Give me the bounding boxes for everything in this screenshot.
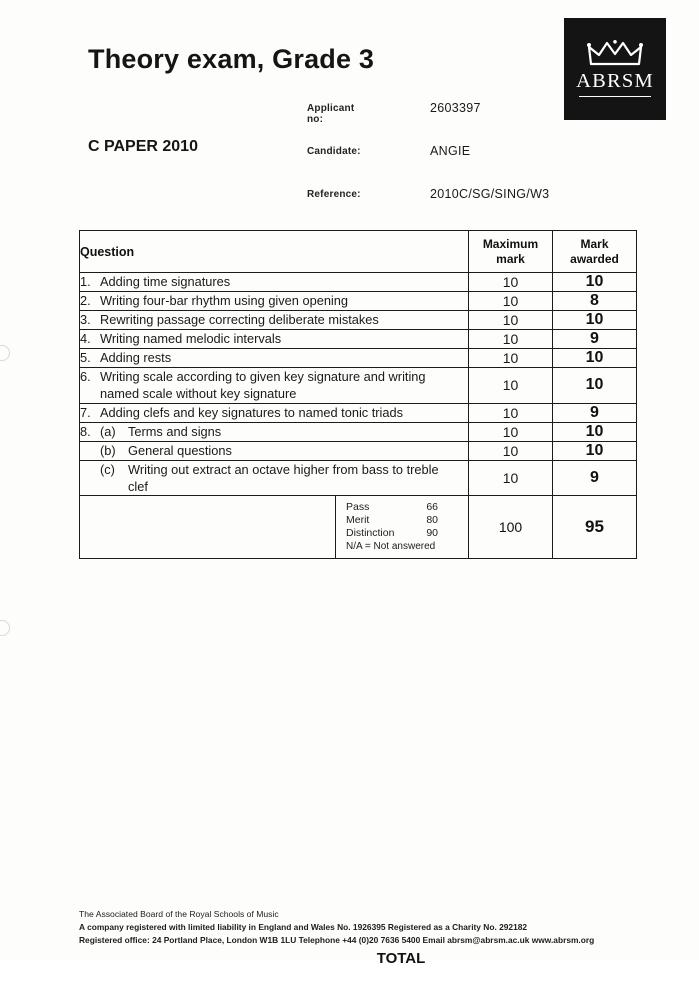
logo-wordmark: ABRSM <box>576 70 654 92</box>
maximum-mark-cell: 10 <box>469 441 553 460</box>
mark-awarded-cell: 9 <box>553 460 637 496</box>
question-subpart: (c) <box>100 461 115 477</box>
question-cell <box>80 330 469 349</box>
question-number: 4. <box>80 331 91 347</box>
reference-value: 2010C/SG/SING/W3 <box>430 187 550 201</box>
column-header-mark-awarded-line1: Mark <box>580 236 609 251</box>
applicant-no-label: Applicant no: <box>307 103 355 125</box>
column-header-mark-awarded <box>553 231 637 273</box>
reference-label: Reference: <box>307 189 361 200</box>
applicant-no-value: 2603397 <box>430 101 481 115</box>
question-cell <box>80 349 469 368</box>
mark-awarded-cell: 10 <box>553 273 637 292</box>
table-row <box>80 349 637 368</box>
table-row <box>80 273 637 292</box>
table-row <box>80 330 637 349</box>
grade-value: 90 <box>426 527 438 540</box>
table-row <box>80 403 637 422</box>
grade-name: Merit <box>346 514 370 527</box>
question-text: Adding clefs and key signatures to named tonic triads <box>100 404 404 420</box>
question-text: Adding time signatures <box>100 274 231 290</box>
question-text: Terms and signs <box>128 423 222 439</box>
document-header <box>0 0 699 210</box>
question-cell <box>80 292 469 311</box>
footer-organisation: The Associated Board of the Royal Schools of Music <box>79 909 279 919</box>
maximum-mark-cell: 10 <box>469 330 553 349</box>
question-cell <box>80 273 469 292</box>
grade-thresholds-cell <box>80 496 469 559</box>
table-row <box>80 460 637 496</box>
page-title: Theory exam, Grade 3 <box>88 44 375 74</box>
table-row <box>80 311 637 330</box>
question-cell <box>80 422 469 441</box>
maximum-mark-cell: 10 <box>469 273 553 292</box>
candidate-label: Candidate: <box>307 146 361 157</box>
abrsm-logo <box>564 18 666 120</box>
mark-awarded-cell: 10 <box>553 349 637 368</box>
question-cell <box>80 368 469 404</box>
mark-awarded-cell: 9 <box>553 403 637 422</box>
grade-threshold-distinction <box>346 527 438 540</box>
marks-table <box>79 230 637 559</box>
question-number: 6. <box>80 369 91 384</box>
mark-awarded-cell: 10 <box>553 311 637 330</box>
footer-contact: Registered office: 24 Portland Place, London W1B 1LU Telephone +44 (0)20 7636 5400 Email abrsm@abrsm.ac.uk www.abrsm.org <box>79 935 595 946</box>
grade-thresholds <box>336 496 468 558</box>
grades-spacer <box>80 496 336 558</box>
column-header-mark-awarded-line2: awarded <box>570 251 619 266</box>
grade-threshold-pass <box>346 501 438 514</box>
punch-hole-bottom <box>0 620 10 636</box>
mark-awarded-cell: 10 <box>553 441 637 460</box>
question-number: 1. <box>80 274 91 290</box>
grade-name: Distinction <box>346 527 395 540</box>
maximum-mark-cell: 10 <box>469 292 553 311</box>
footer-registration: A company registered with limited liability in England and Wales No. 1926395 Registered as a Charity No. 292182 <box>79 922 528 933</box>
question-text: Adding rests <box>100 350 172 366</box>
column-header-maximum-mark-line1: Maximum <box>482 236 539 251</box>
maximum-mark-cell: 10 <box>469 311 553 330</box>
total-label: TOTAL <box>376 949 426 967</box>
table-row <box>80 292 637 311</box>
table-row <box>80 368 637 404</box>
question-cell <box>80 441 469 460</box>
grade-value: 66 <box>426 501 438 514</box>
question-text: Writing four-bar rhythm using given opening <box>100 293 349 309</box>
column-header-question: Question <box>80 231 469 273</box>
total-awarded-cell: 95 <box>553 496 637 559</box>
maximum-mark-cell: 10 <box>469 403 553 422</box>
question-text: Writing named melodic intervals <box>100 331 282 347</box>
question-number: 8. <box>80 423 91 439</box>
document-footer <box>79 908 649 947</box>
total-row <box>80 496 637 559</box>
table-header-row <box>80 231 637 273</box>
logo-rule <box>579 96 651 97</box>
question-text: General questions <box>128 442 232 458</box>
crown-icon <box>564 40 666 68</box>
mark-awarded-cell: 10 <box>553 422 637 441</box>
maximum-mark-cell: 10 <box>469 349 553 368</box>
mark-awarded-cell: 8 <box>553 292 637 311</box>
question-number: 2. <box>80 293 91 309</box>
question-number: 3. <box>80 312 91 328</box>
question-number: 5. <box>80 350 91 366</box>
not-answered-note: N/A = Not answered <box>346 541 436 553</box>
table-row <box>80 441 637 460</box>
question-text: Rewriting passage correcting deliberate mistakes <box>100 312 379 328</box>
maximum-mark-cell: 10 <box>469 368 553 404</box>
table-row <box>80 422 637 441</box>
question-number: 7. <box>80 404 91 420</box>
column-header-maximum-mark-line2: mark <box>496 251 525 266</box>
punch-hole-top <box>0 345 10 361</box>
column-header-maximum-mark <box>469 231 553 273</box>
question-cell <box>80 460 469 496</box>
maximum-mark-cell: 10 <box>469 460 553 496</box>
mark-awarded-cell: 9 <box>553 330 637 349</box>
question-subpart: (b) <box>100 442 116 458</box>
question-text: Writing out extract an octave higher from bass to treble clef <box>128 461 439 494</box>
question-cell <box>80 311 469 330</box>
grade-threshold-merit <box>346 514 438 527</box>
total-maximum-cell: 100 <box>469 496 553 559</box>
maximum-mark-cell: 10 <box>469 422 553 441</box>
candidate-value: ANGIE <box>430 144 471 158</box>
grade-name: Pass <box>346 501 370 514</box>
question-cell <box>80 403 469 422</box>
question-text: Writing scale according to given key signature and writing named scale without key signature <box>100 369 426 402</box>
paper-code: C PAPER 2010 <box>88 138 198 155</box>
mark-awarded-cell: 10 <box>553 368 637 404</box>
grade-value: 80 <box>426 514 438 527</box>
question-subpart: (a) <box>100 423 116 439</box>
